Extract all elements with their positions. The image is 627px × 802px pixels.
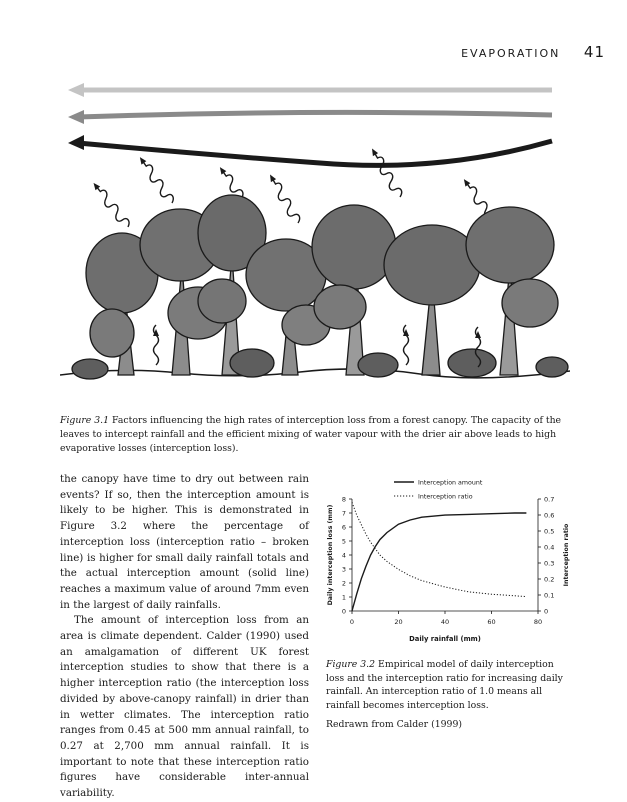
vapour-spiral-icon: [368, 146, 404, 199]
tree-icon: [312, 205, 396, 375]
vapour-spiral-icon: [266, 172, 302, 225]
wind-arrow-icon: [68, 110, 552, 124]
wind-arrow-icon: [68, 135, 552, 165]
body-paragraph-2: The amount of interception loss from an area is climate dependent. Calder (1990) used an amalgamation of different UK forest interception studies to show that there is a higher interception ratio (the interception loss divided by above-canopy rainfall) in drier than in wetter climates. The interception ratio ranges from 0.45 at 500 mm annual rainfall, to 0.27 at 2,700 mm annual rainfall. It is important to note that these interception ratio figures have considerable inter-annual variability.: [60, 614, 309, 800]
figure-3-1-caption: [60, 414, 574, 455]
y-tick-label: 4: [341, 551, 346, 560]
series-line-interception-amount: [352, 513, 526, 611]
y2-tick-label: 0.6: [544, 511, 555, 520]
legend-label: Interception ratio: [418, 493, 473, 501]
vapour-spiral-icon: [136, 155, 175, 206]
figure-3-1-caption-text: Factors influencing the high rates of interception loss from a forest canopy. The capacity of the leaves to intercept rainfall and the efficient mixing of water vapour with the drier air above leads to high evaporative losses (interception loss).: [60, 415, 562, 454]
x-tick-label: 40: [440, 618, 450, 626]
y-tick-label: 1: [341, 593, 346, 602]
figure-3-2-caption-text: Empirical model of daily interception loss and the interception ratio for increasing daily rainfall. An interception ratio of 1.0 means all rainfall becomes interception loss.: [326, 659, 563, 711]
figure-3-2-credit: Redrawn from Calder (1999): [326, 719, 462, 731]
y-tick-label: 7: [341, 509, 346, 518]
y2-tick-label: 0.4: [544, 543, 555, 552]
x-tick-label: 60: [487, 618, 496, 626]
running-head: [300, 43, 605, 61]
x-tick-label: 0: [349, 618, 355, 626]
figure-3-1-label: Figure 3.1: [60, 415, 110, 426]
y2-tick-label: 0: [544, 607, 549, 616]
figure-3-2-label: Figure 3.2: [326, 659, 376, 670]
body-text: [60, 472, 309, 802]
legend-label: Interception amount: [418, 479, 483, 487]
shrub-icon: [72, 349, 568, 379]
y2-tick-label: 0.2: [544, 575, 555, 584]
y-tick-label: 2: [341, 579, 346, 588]
wavy-vapour-icon: [403, 325, 409, 365]
y-tick-label: 3: [341, 565, 346, 574]
series-line-interception-ratio: [352, 502, 526, 596]
interception-chart: [310, 475, 585, 650]
ground: [60, 369, 570, 378]
y2-tick-label: 0.5: [544, 527, 555, 536]
y2-axis-label: Interception ratio: [563, 523, 570, 587]
page-number: 41: [583, 43, 605, 61]
y-tick-label: 5: [341, 537, 346, 546]
x-tick-label: 80: [533, 618, 543, 626]
wind-arrow-icon: [68, 83, 552, 97]
body-paragraph-1: the canopy have time to dry out between rain events? If so, then the interception amount is likely to be higher. This is demonstrated in Figure 3.2 where the percentage of interception loss (interception ratio – broken line) is higher for small daily rainfall totals and the actual interception amount (solid line) reaches a maximum value of around 7mm even in the largest of daily rainfalls.: [60, 473, 309, 611]
x-axis-label: Daily rainfall (mm): [409, 635, 481, 643]
y-tick-label: 6: [341, 523, 346, 532]
y2-tick-label: 0.3: [544, 559, 555, 568]
y-tick-label: 8: [341, 495, 346, 504]
wavy-vapour-icon: [153, 325, 159, 365]
forest-canopy-illustration: [60, 75, 570, 405]
running-head-title: EVAPORATION: [461, 47, 561, 60]
figure-3-2-caption: [326, 658, 566, 732]
y-axis-label: Daily interception loss (mm): [327, 504, 334, 606]
x-tick-label: 20: [394, 618, 403, 626]
y-tick-label: 0: [341, 607, 346, 616]
vapour-spiral-icon: [90, 180, 132, 230]
y2-tick-label: 0.7: [544, 495, 555, 504]
y2-tick-label: 0.1: [544, 591, 555, 600]
